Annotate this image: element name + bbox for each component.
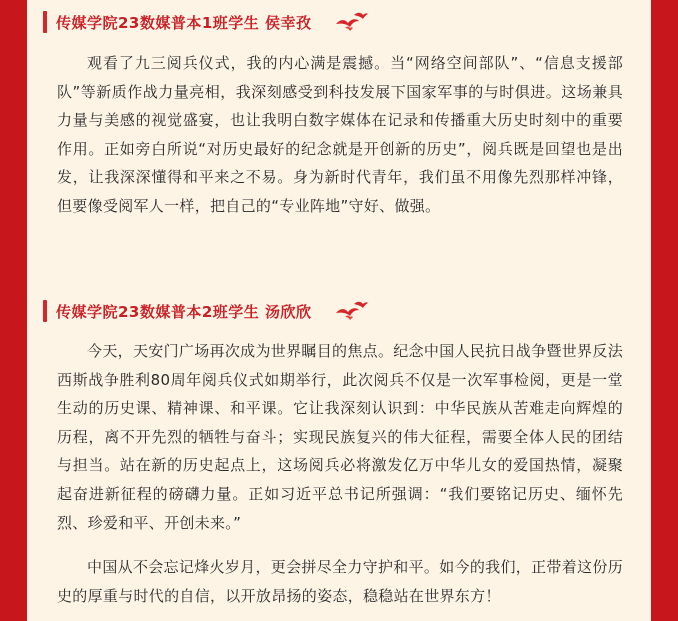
section-title: 传媒学院23数媒普本1班学生 侯幸孜 — [56, 13, 312, 32]
doves-icon — [334, 299, 368, 323]
heading-accent-bar — [43, 11, 47, 33]
section-title: 传媒学院23数媒普本2班学生 汤欣欣 — [56, 302, 312, 321]
article-paper — [27, 0, 651, 621]
paragraph-2: 今天，天安门广场再次成为世界瞩目的焦点。纪念中国人民抗日战争暨世界反法西斯战争胜利80周年阅兵仪式如期举行，此次阅兵不仅是一次军事检阅，更是一堂生动的历史课、精神课、和平课。它让我深刻认识到：中华民族从苦难走向辉煌的历程，离不开先烈的牺牲与奋斗；实现民族复兴的伟大征程，需要全体人民的团结与担当。站在新的历史起点上，这场阅兵必将激发亿万中华儿女的爱国热情，凝聚起奋进新征程的磅礴力量。正如习近平总书记所强调：“我们要铭记历史、缅怀先烈、珍爱和平、开创未来。” — [57, 342, 623, 532]
doves-icon — [334, 10, 368, 34]
paragraph-1: 观看了九三阅兵仪式，我的内心满是震撼。当“网络空间部队”、“信息支援部队”等新质作战力量亮相，我深刻感受到科技发展下国家军事的与时俱进。这场兼具力量与美感的视觉盛宴，也让我明白数字媒体在记录和传播重大历史时刻中的重要作用。正如旁白所说“对历史最好的纪念就是开创新的历史”，阅兵既是回望也是出发，让我深深懂得和平来之不易。身为新时代青年，我们虽不用像先烈那样冲锋，但要像受阅军人一样，把自己的“专业阵地”守好、做强。 — [57, 54, 623, 215]
section-heading-1 — [43, 9, 368, 35]
heading-accent-bar — [43, 300, 47, 322]
paragraph-3: 中国从不会忘记烽火岁月，更会拼尽全力守护和平。如今的我们，正带着这份历史的厚重与时代的自信，以开放昂扬的姿态，稳稳站在世界东方！ — [57, 558, 623, 605]
section-heading-2 — [43, 298, 368, 324]
